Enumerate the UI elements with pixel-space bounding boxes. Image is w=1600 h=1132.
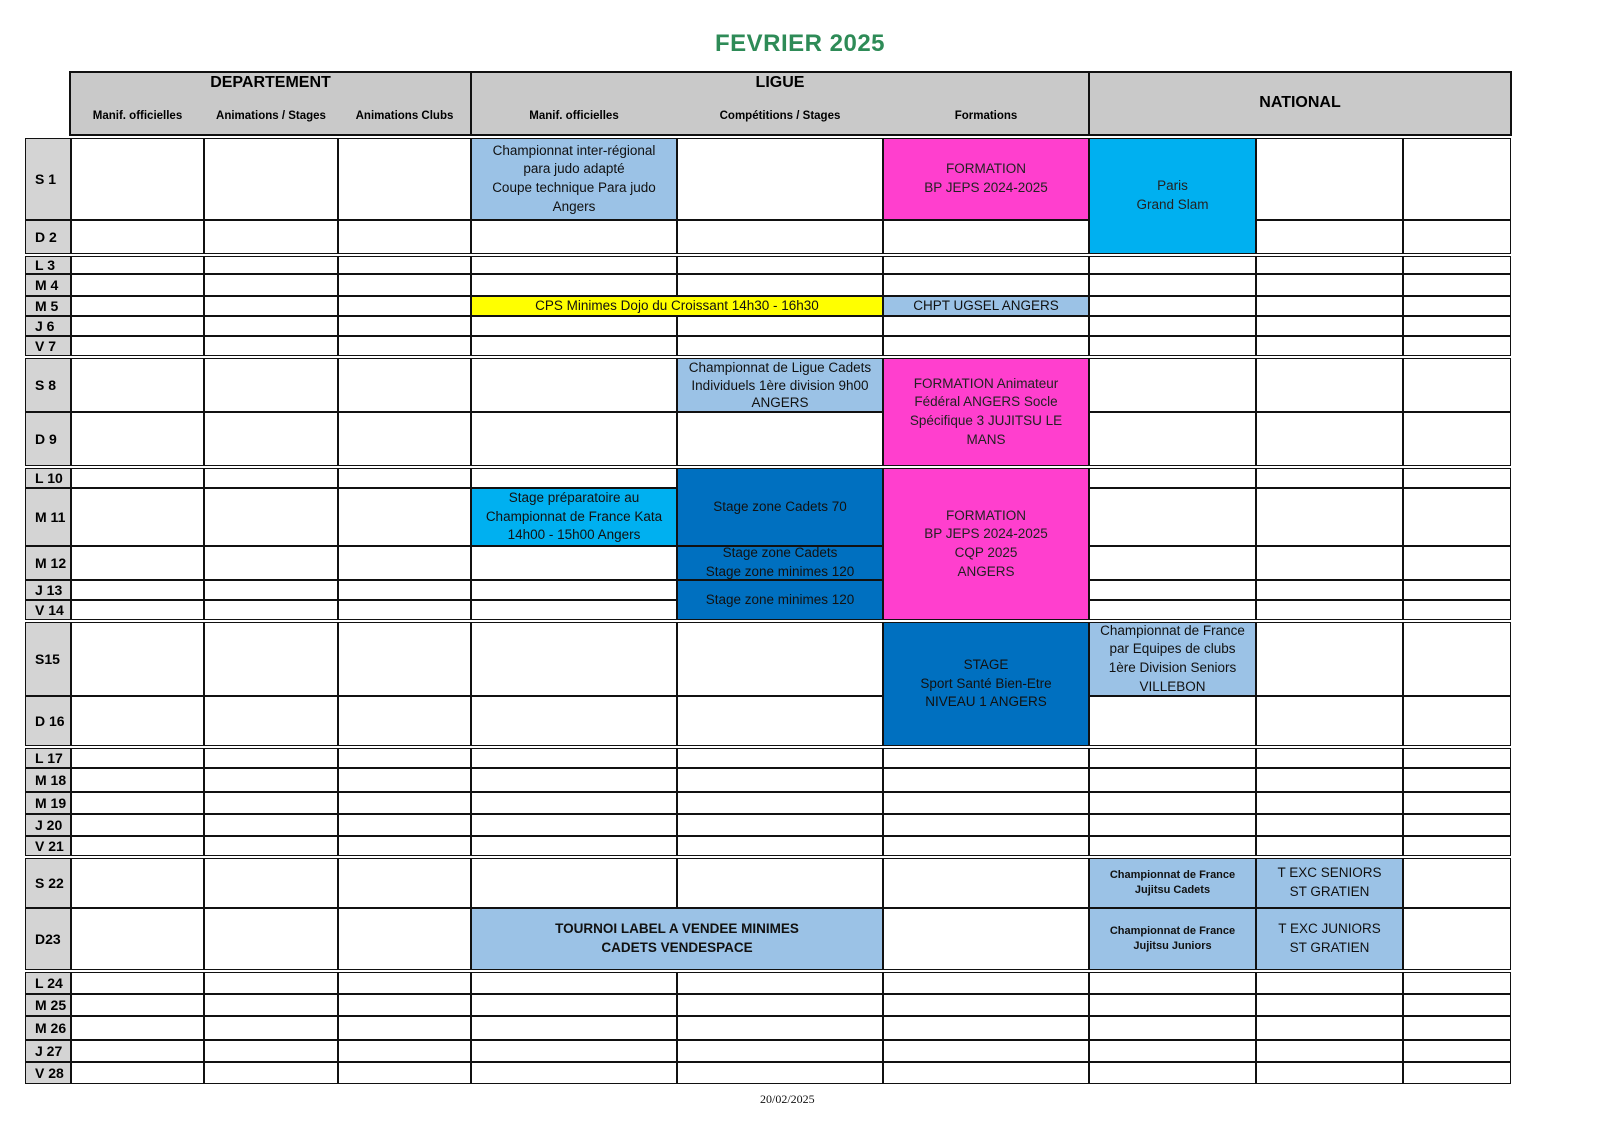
- table-cell[interactable]: [1403, 1062, 1511, 1084]
- table-cell[interactable]: [1256, 274, 1403, 296]
- table-cell[interactable]: [338, 768, 471, 792]
- table-cell[interactable]: [883, 220, 1089, 254]
- page-title: FEVRIER 2025: [714, 30, 886, 57]
- table-cell[interactable]: [1089, 696, 1256, 746]
- table-cell[interactable]: [883, 256, 1089, 274]
- table-cell[interactable]: [71, 296, 204, 316]
- table-cell[interactable]: [471, 220, 677, 254]
- table-cell[interactable]: [338, 220, 471, 254]
- day-label: M 18: [25, 768, 71, 792]
- day-label: S 1: [25, 138, 71, 220]
- table-cell[interactable]: [204, 972, 338, 994]
- table-cell[interactable]: [1256, 256, 1403, 274]
- table-cell[interactable]: [1089, 994, 1256, 1016]
- table-cell[interactable]: [677, 412, 883, 466]
- table-cell[interactable]: [338, 274, 471, 296]
- table-cell[interactable]: [71, 1040, 204, 1062]
- day-label: V 7: [25, 336, 71, 356]
- table-cell[interactable]: [677, 696, 883, 746]
- table-cell[interactable]: [1089, 768, 1256, 792]
- table-cell[interactable]: [204, 220, 338, 254]
- table-cell[interactable]: [1403, 908, 1511, 970]
- day-label: L 17: [25, 748, 71, 768]
- event-block[interactable]: TOURNOI LABEL A VENDEE MINIMES CADETS VENDESPACE: [471, 908, 883, 970]
- day-label: D 2: [25, 220, 71, 254]
- table-cell[interactable]: [1256, 1016, 1403, 1040]
- table-cell[interactable]: [471, 858, 677, 908]
- table-cell[interactable]: [1403, 296, 1511, 316]
- day-label: M 5: [25, 296, 71, 316]
- table-cell[interactable]: [677, 1040, 883, 1062]
- section-title-national: NATIONAL: [1259, 94, 1341, 111]
- day-label: V 28: [25, 1062, 71, 1084]
- event-block[interactable]: Stage zone minimes 120: [677, 580, 883, 620]
- table-cell[interactable]: [471, 972, 677, 994]
- table-cell[interactable]: [471, 696, 677, 746]
- column-header: Animations / Stages: [216, 110, 326, 122]
- table-cell[interactable]: [1403, 220, 1511, 254]
- table-cell[interactable]: [883, 316, 1089, 336]
- table-cell[interactable]: [471, 256, 677, 274]
- table-cell[interactable]: [471, 836, 677, 856]
- table-cell[interactable]: [1403, 622, 1511, 696]
- table-cell[interactable]: [204, 600, 338, 620]
- table-cell[interactable]: [204, 994, 338, 1016]
- event-block[interactable]: FORMATION Animateur Fédéral ANGERS Socle Spécifique 3 JUJITSU LE MANS: [883, 358, 1089, 466]
- table-cell[interactable]: [1403, 858, 1511, 908]
- table-cell[interactable]: [71, 358, 204, 412]
- table-cell[interactable]: [1256, 792, 1403, 814]
- table-cell[interactable]: [677, 274, 883, 296]
- table-cell[interactable]: [338, 748, 471, 768]
- table-cell[interactable]: [204, 858, 338, 908]
- table-cell[interactable]: [1256, 358, 1403, 412]
- table-cell[interactable]: [204, 412, 338, 466]
- table-cell[interactable]: [338, 580, 471, 600]
- table-cell[interactable]: [1089, 1016, 1256, 1040]
- table-cell[interactable]: [1256, 412, 1403, 466]
- print-date: 20/02/2025: [760, 1092, 815, 1106]
- table-cell[interactable]: [883, 1062, 1089, 1084]
- event-block[interactable]: Championnat de France Jujitsu Cadets: [1089, 858, 1256, 908]
- table-cell[interactable]: [1256, 336, 1403, 356]
- table-cell[interactable]: [338, 908, 471, 970]
- table-cell[interactable]: [883, 814, 1089, 836]
- table-cell[interactable]: [338, 358, 471, 412]
- table-cell[interactable]: [338, 814, 471, 836]
- table-cell[interactable]: [677, 836, 883, 856]
- table-cell[interactable]: [204, 1016, 338, 1040]
- table-cell[interactable]: [1089, 412, 1256, 466]
- table-cell[interactable]: [338, 1062, 471, 1084]
- table-cell[interactable]: [71, 316, 204, 336]
- table-cell[interactable]: [1403, 814, 1511, 836]
- event-block[interactable]: CPS Minimes Dojo du Croissant 14h30 - 16h30: [471, 296, 883, 316]
- table-cell[interactable]: [677, 858, 883, 908]
- table-cell[interactable]: [338, 858, 471, 908]
- table-cell[interactable]: [338, 792, 471, 814]
- table-cell[interactable]: [1403, 580, 1511, 600]
- table-cell[interactable]: [471, 412, 677, 466]
- table-cell[interactable]: [71, 858, 204, 908]
- table-cell[interactable]: [204, 488, 338, 546]
- table-cell[interactable]: [338, 316, 471, 336]
- table-cell[interactable]: [471, 336, 677, 356]
- table-cell[interactable]: [1256, 994, 1403, 1016]
- table-cell[interactable]: [1089, 488, 1256, 546]
- table-cell[interactable]: [71, 546, 204, 580]
- table-cell[interactable]: [71, 814, 204, 836]
- table-cell[interactable]: [204, 836, 338, 856]
- table-cell[interactable]: [1256, 468, 1403, 488]
- table-cell[interactable]: [471, 316, 677, 336]
- table-cell[interactable]: [204, 296, 338, 316]
- table-cell[interactable]: [677, 622, 883, 696]
- table-cell[interactable]: [471, 994, 677, 1016]
- day-label: L 10: [25, 468, 71, 488]
- table-cell[interactable]: [883, 836, 1089, 856]
- day-label: M 19: [25, 792, 71, 814]
- day-label: D 9: [25, 412, 71, 466]
- table-cell[interactable]: [1089, 336, 1256, 356]
- day-label: V 14: [25, 600, 71, 620]
- table-cell[interactable]: [677, 748, 883, 768]
- table-cell[interactable]: [1089, 546, 1256, 580]
- column-header: Compétitions / Stages: [719, 110, 841, 122]
- table-cell[interactable]: [471, 546, 677, 580]
- table-cell[interactable]: [204, 256, 338, 274]
- table-cell[interactable]: [71, 580, 204, 600]
- table-cell[interactable]: [204, 358, 338, 412]
- table-cell[interactable]: [71, 748, 204, 768]
- day-label: S 22: [25, 858, 71, 908]
- table-cell[interactable]: [883, 858, 1089, 908]
- table-cell[interactable]: [338, 622, 471, 696]
- table-cell[interactable]: [1403, 488, 1511, 546]
- column-header: Manif. officielles: [92, 110, 183, 122]
- event-block[interactable]: FORMATION BP JEPS 2024-2025 CQP 2025 ANGERS: [883, 468, 1089, 620]
- table-cell[interactable]: [1256, 972, 1403, 994]
- table-cell[interactable]: [204, 580, 338, 600]
- section-title-ligue: LIGUE: [755, 74, 805, 91]
- table-cell[interactable]: [1403, 1040, 1511, 1062]
- table-cell[interactable]: [1089, 358, 1256, 412]
- table-cell[interactable]: [338, 600, 471, 620]
- table-cell[interactable]: [71, 274, 204, 296]
- table-cell[interactable]: [1089, 580, 1256, 600]
- table-cell[interactable]: [338, 468, 471, 488]
- table-cell[interactable]: [471, 274, 677, 296]
- table-cell[interactable]: [1403, 468, 1511, 488]
- table-cell[interactable]: [71, 256, 204, 274]
- table-cell[interactable]: [204, 336, 338, 356]
- table-cell[interactable]: [677, 972, 883, 994]
- table-cell[interactable]: [204, 1040, 338, 1062]
- table-cell[interactable]: [883, 972, 1089, 994]
- table-cell[interactable]: [71, 792, 204, 814]
- table-cell[interactable]: [1403, 768, 1511, 792]
- table-cell[interactable]: [1089, 296, 1256, 316]
- table-cell[interactable]: [338, 138, 471, 220]
- day-label: D23: [25, 908, 71, 970]
- table-cell[interactable]: [883, 336, 1089, 356]
- table-cell[interactable]: [1256, 1040, 1403, 1062]
- table-cell[interactable]: [71, 1016, 204, 1040]
- table-cell[interactable]: [1256, 138, 1403, 220]
- table-cell[interactable]: [471, 1040, 677, 1062]
- day-label: M 4: [25, 274, 71, 296]
- column-header: Manif. officielles: [529, 110, 619, 122]
- event-block[interactable]: CHPT UGSEL ANGERS: [883, 296, 1089, 316]
- table-cell[interactable]: [71, 138, 204, 220]
- day-label: M 11: [25, 488, 71, 546]
- table-cell[interactable]: [204, 622, 338, 696]
- table-cell[interactable]: [471, 622, 677, 696]
- table-cell[interactable]: [204, 908, 338, 970]
- table-cell[interactable]: [1403, 336, 1511, 356]
- event-block[interactable]: Stage préparatoire au Championnat de France Kata 14h00 - 15h00 Angers: [471, 488, 677, 546]
- table-cell[interactable]: [883, 994, 1089, 1016]
- table-cell[interactable]: [1256, 316, 1403, 336]
- event-block[interactable]: FORMATION BP JEPS 2024-2025: [883, 138, 1089, 220]
- table-cell[interactable]: [1403, 748, 1511, 768]
- table-cell[interactable]: [71, 600, 204, 620]
- table-cell[interactable]: [71, 908, 204, 970]
- table-cell[interactable]: [677, 768, 883, 792]
- table-cell[interactable]: [1256, 220, 1403, 254]
- table-cell[interactable]: [204, 274, 338, 296]
- table-cell[interactable]: [1256, 296, 1403, 316]
- table-cell[interactable]: [1256, 768, 1403, 792]
- table-cell[interactable]: [1403, 994, 1511, 1016]
- table-cell[interactable]: [1089, 1040, 1256, 1062]
- table-cell[interactable]: [677, 316, 883, 336]
- table-cell[interactable]: [677, 814, 883, 836]
- event-block[interactable]: Championnat de Ligue Cadets Individuels 1ère division 9h00 ANGERS: [677, 358, 883, 412]
- table-cell[interactable]: [338, 972, 471, 994]
- table-cell[interactable]: [471, 814, 677, 836]
- event-block[interactable]: Championnat de France par Equipes de clubs 1ère Division Seniors VILLEBON: [1089, 622, 1256, 696]
- table-cell[interactable]: [204, 468, 338, 488]
- section-title-departement: DEPARTEMENT: [210, 74, 331, 91]
- table-cell[interactable]: [204, 792, 338, 814]
- table-cell[interactable]: [1403, 546, 1511, 580]
- table-cell[interactable]: [338, 412, 471, 466]
- table-cell[interactable]: [677, 1062, 883, 1084]
- table-cell[interactable]: [883, 274, 1089, 296]
- table-cell[interactable]: [71, 412, 204, 466]
- table-cell[interactable]: [338, 994, 471, 1016]
- day-label: M 12: [25, 546, 71, 580]
- table-cell[interactable]: [338, 488, 471, 546]
- table-cell[interactable]: [71, 622, 204, 696]
- table-cell[interactable]: [338, 696, 471, 746]
- day-label: J 13: [25, 580, 71, 600]
- table-cell[interactable]: [677, 994, 883, 1016]
- table-cell[interactable]: [1089, 256, 1256, 274]
- event-block[interactable]: Championnat de France Jujitsu Juniors: [1089, 908, 1256, 970]
- table-cell[interactable]: [1089, 792, 1256, 814]
- table-cell[interactable]: [204, 316, 338, 336]
- table-cell[interactable]: [338, 296, 471, 316]
- table-cell[interactable]: [71, 1062, 204, 1084]
- table-cell[interactable]: [883, 1016, 1089, 1040]
- column-header: Formations: [954, 110, 1018, 122]
- table-cell[interactable]: [338, 1016, 471, 1040]
- table-cell[interactable]: [471, 792, 677, 814]
- table-cell[interactable]: [471, 748, 677, 768]
- event-block[interactable]: Championnat inter-régional para judo adapté Coupe technique Para judo Angers: [471, 138, 677, 220]
- table-cell[interactable]: [1089, 316, 1256, 336]
- table-cell[interactable]: [1403, 274, 1511, 296]
- day-label: M 25: [25, 994, 71, 1016]
- event-block[interactable]: T EXC SENIORS ST GRATIEN: [1256, 858, 1403, 908]
- table-cell[interactable]: [71, 220, 204, 254]
- table-cell[interactable]: [677, 220, 883, 254]
- table-cell[interactable]: [204, 748, 338, 768]
- table-cell[interactable]: [1089, 814, 1256, 836]
- table-cell[interactable]: [1403, 316, 1511, 336]
- day-label: V 21: [25, 836, 71, 856]
- table-cell[interactable]: [471, 600, 677, 620]
- table-cell[interactable]: [1256, 622, 1403, 696]
- table-cell[interactable]: [883, 1040, 1089, 1062]
- table-cell[interactable]: [883, 748, 1089, 768]
- day-label: L 3: [25, 256, 71, 274]
- event-block[interactable]: Stage zone Cadets 70: [677, 468, 883, 546]
- table-cell[interactable]: [471, 1062, 677, 1084]
- table-cell[interactable]: [1089, 748, 1256, 768]
- table-cell[interactable]: [1403, 358, 1511, 412]
- table-cell[interactable]: [1256, 600, 1403, 620]
- table-cell[interactable]: [338, 256, 471, 274]
- table-cell[interactable]: [204, 138, 338, 220]
- table-cell[interactable]: [1089, 1062, 1256, 1084]
- table-cell[interactable]: [71, 468, 204, 488]
- table-cell[interactable]: [71, 972, 204, 994]
- table-cell[interactable]: [338, 1040, 471, 1062]
- table-cell[interactable]: [471, 358, 677, 412]
- table-cell[interactable]: [1256, 748, 1403, 768]
- day-label: J 20: [25, 814, 71, 836]
- table-cell[interactable]: [677, 138, 883, 220]
- table-cell[interactable]: [71, 696, 204, 746]
- table-cell[interactable]: [71, 994, 204, 1016]
- table-cell[interactable]: [71, 768, 204, 792]
- table-cell[interactable]: [204, 546, 338, 580]
- table-cell[interactable]: [1256, 546, 1403, 580]
- table-cell[interactable]: [1403, 138, 1511, 220]
- table-cell[interactable]: [883, 768, 1089, 792]
- table-cell[interactable]: [1403, 792, 1511, 814]
- table-cell[interactable]: [204, 696, 338, 746]
- table-cell[interactable]: [1403, 412, 1511, 466]
- day-label: S15: [25, 622, 71, 696]
- table-cell[interactable]: [1403, 1016, 1511, 1040]
- table-cell[interactable]: [1256, 696, 1403, 746]
- table-cell[interactable]: [338, 336, 471, 356]
- day-label: L 24: [25, 972, 71, 994]
- table-cell[interactable]: [471, 580, 677, 600]
- day-label: D 16: [25, 696, 71, 746]
- table-cell[interactable]: [1403, 972, 1511, 994]
- column-header: Animations Clubs: [355, 110, 454, 122]
- table-cell[interactable]: [471, 1016, 677, 1040]
- table-cell[interactable]: [1089, 972, 1256, 994]
- event-block[interactable]: Stage zone Cadets Stage zone minimes 120: [677, 546, 883, 580]
- day-label: J 27: [25, 1040, 71, 1062]
- table-cell[interactable]: [204, 1062, 338, 1084]
- table-cell[interactable]: [71, 336, 204, 356]
- table-cell[interactable]: [1256, 1062, 1403, 1084]
- table-cell[interactable]: [1256, 814, 1403, 836]
- table-cell[interactable]: [471, 768, 677, 792]
- event-block[interactable]: T EXC JUNIORS ST GRATIEN: [1256, 908, 1403, 970]
- table-cell[interactable]: [338, 836, 471, 856]
- event-block[interactable]: Paris Grand Slam: [1089, 138, 1256, 254]
- table-cell[interactable]: [677, 1016, 883, 1040]
- event-block[interactable]: STAGE Sport Santé Bien-Etre NIVEAU 1 ANGERS: [883, 622, 1089, 746]
- day-label: M 26: [25, 1016, 71, 1040]
- table-cell[interactable]: [1089, 600, 1256, 620]
- table-cell[interactable]: [1089, 836, 1256, 856]
- table-cell[interactable]: [1403, 600, 1511, 620]
- table-cell[interactable]: [1089, 468, 1256, 488]
- day-label: S 8: [25, 358, 71, 412]
- table-cell[interactable]: [71, 488, 204, 546]
- day-label: J 6: [25, 316, 71, 336]
- table-cell[interactable]: [883, 908, 1089, 970]
- table-cell[interactable]: [883, 792, 1089, 814]
- table-cell[interactable]: [471, 468, 677, 488]
- table-cell[interactable]: [677, 256, 883, 274]
- table-cell[interactable]: [1256, 580, 1403, 600]
- table-cell[interactable]: [204, 768, 338, 792]
- table-cell[interactable]: [1403, 256, 1511, 274]
- table-cell[interactable]: [1256, 836, 1403, 856]
- table-cell[interactable]: [677, 336, 883, 356]
- table-cell[interactable]: [204, 814, 338, 836]
- table-cell[interactable]: [71, 836, 204, 856]
- table-cell[interactable]: [338, 546, 471, 580]
- table-cell[interactable]: [1403, 836, 1511, 856]
- table-cell[interactable]: [1089, 274, 1256, 296]
- table-cell[interactable]: [1256, 488, 1403, 546]
- table-cell[interactable]: [1403, 696, 1511, 746]
- table-cell[interactable]: [677, 792, 883, 814]
